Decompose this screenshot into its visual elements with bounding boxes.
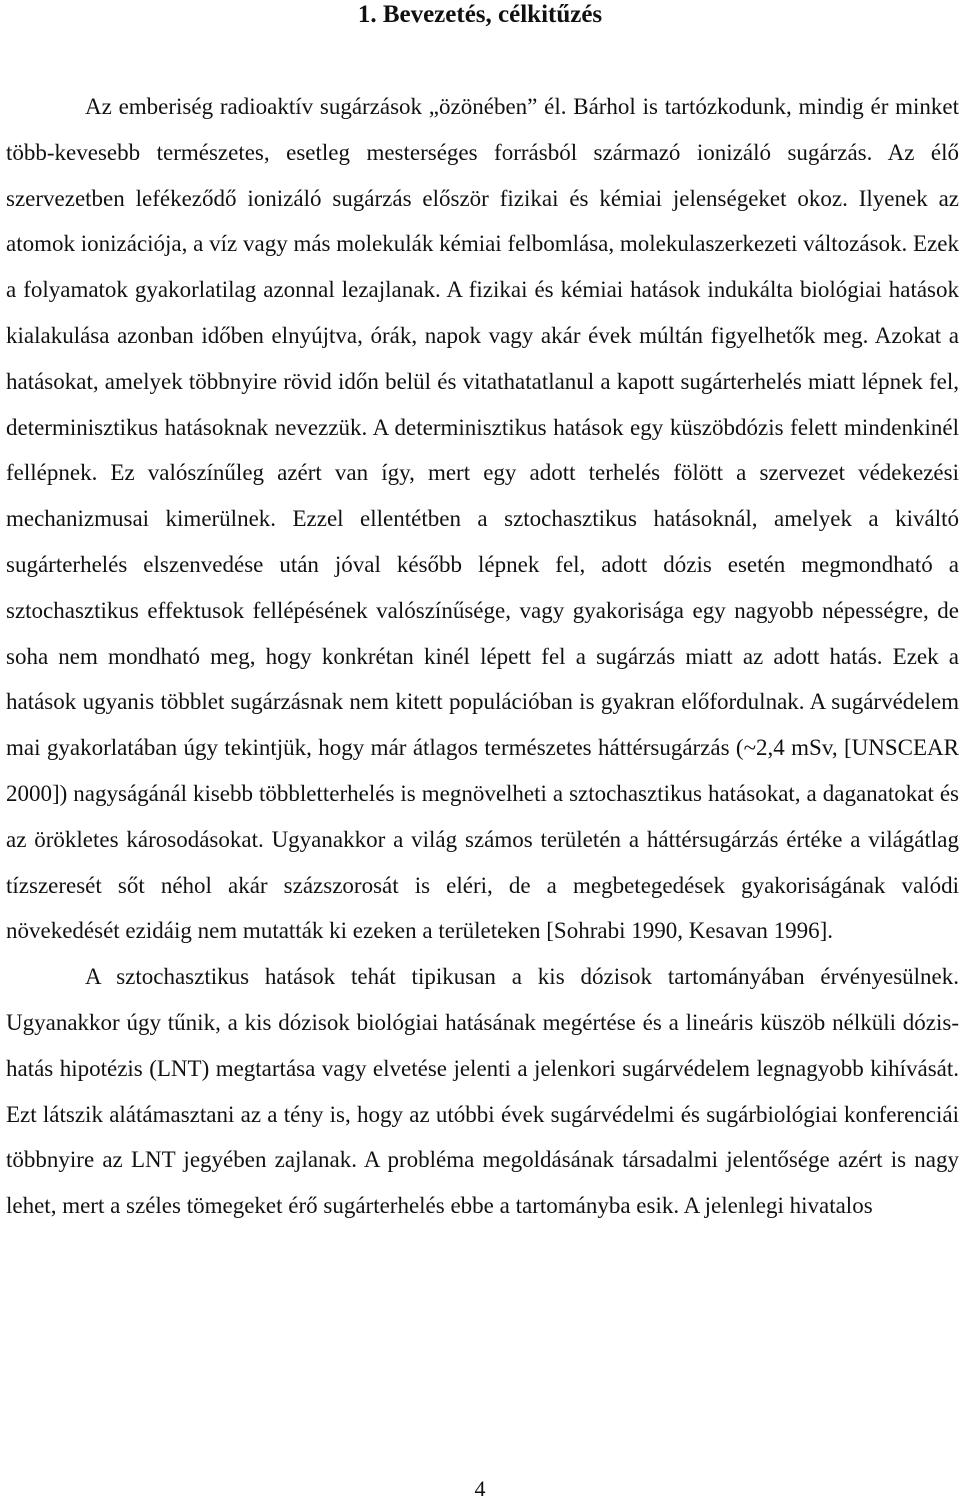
paragraph-radiation-effects: Az emberiség radioaktív sugárzások „özönében” él. Bárhol is tartózkodunk, mindig ér minket több-kevesebb természetes, esetleg mesterséges forrásból származó ionizáló sugárzás. Az élő szervezetben lefékeződő ionizáló sugárzás először fizikai és kémiai jelenségeket okoz. Ilyenek az atomok ionizációja, a víz vagy más molekulák kémiai felbomlása, molekulaszerkezeti változások. Ezek a folyamatok gyakorlatilag azonnal lezajlanak. A fizikai és kémiai hatások indukálta biológiai hatások kialakulása azonban időben elnyújtva, órák, napok vagy akár évek múltán figyelhetők meg. Azokat a hatásokat, amelyek többnyire rövid időn belül és vitathatatlanul a kapott sugárterhelés miatt lépnek fel, determinisztikus hatásoknak nevezzük. A determinisztikus hatások egy küszöbdózis felett mindenkinél fellépnek. Ez valószínűleg azért van így, mert egy adott terhelés fölött a szervezet védekezési mechanizmusai kimerülnek. Ezzel ellentétben a sztochasztikus hatásoknál, amelyek a kiváltó sugárterhelés elszenvedése után jóval később lépnek fel, adott dózis esetén megmondható a sztochasztikus effektusok fellépésének valószínűsége, vagy gyakorisága egy nagyobb népességre, de soha nem mondható meg, hogy konkrétan kinél lépett fel a sugárzás miatt az adott hatás. Ezek a hatások ugyanis többlet sugárzásnak nem kitett populációban is gyakran előfordulnak. A sugárvédelem mai gyakorlatában úgy tekintjük, hogy már átlagos természetes háttérsugárzás (~2,4 mSv, [UNSCEAR 2000]) nagyságánál kisebb többletterhelés is megnövelheti a sztochasztikus hatásokat, a daganatokat és az örökletes károsodásokat. Ugyanakkor a világ számos területén a háttérsugárzás értéke a világátlag tízszeresét sőt néhol akár százszorosát is eléri, de a megbetegedések gyakoriságának valódi növekedését ezidáig nem mutatták ki ezeken a területeken [Sohrabi 1990, Kesavan 1996]. [6, 94, 959, 944]
chapter-title: 1. Bevezetés, célkitűzés [357, 1, 603, 28]
page-number: 4 [474, 1476, 486, 1501]
paragraph-stochastic-effects: A sztochasztikus hatások tehát tipikusan a kis dózisok tartományában érvényesülnek. Ugyanakkor úgy tűnik, a kis dózisok biológiai hatásának megértése és a lineáris küszöb nélküli dózis-hatás hipotézis (LNT) megtartása vagy elvetése jelenti a jelenkori sugárvédelem legnagyobb kihívását. Ezt látszik alátámasztani az a tény is, hogy az utóbbi évek sugárvédelmi és sugárbiológiai konferenciái többnyire az LNT jegyében zajlanak. A probléma megoldásának társadalmi jelentősége azért is nagy lehet, mert a széles tömegeket érő sugárterhelés ebbe a tartományba esik. A jelenlegi hivatalos [6, 964, 959, 1219]
body-text [6, 84, 959, 1229]
